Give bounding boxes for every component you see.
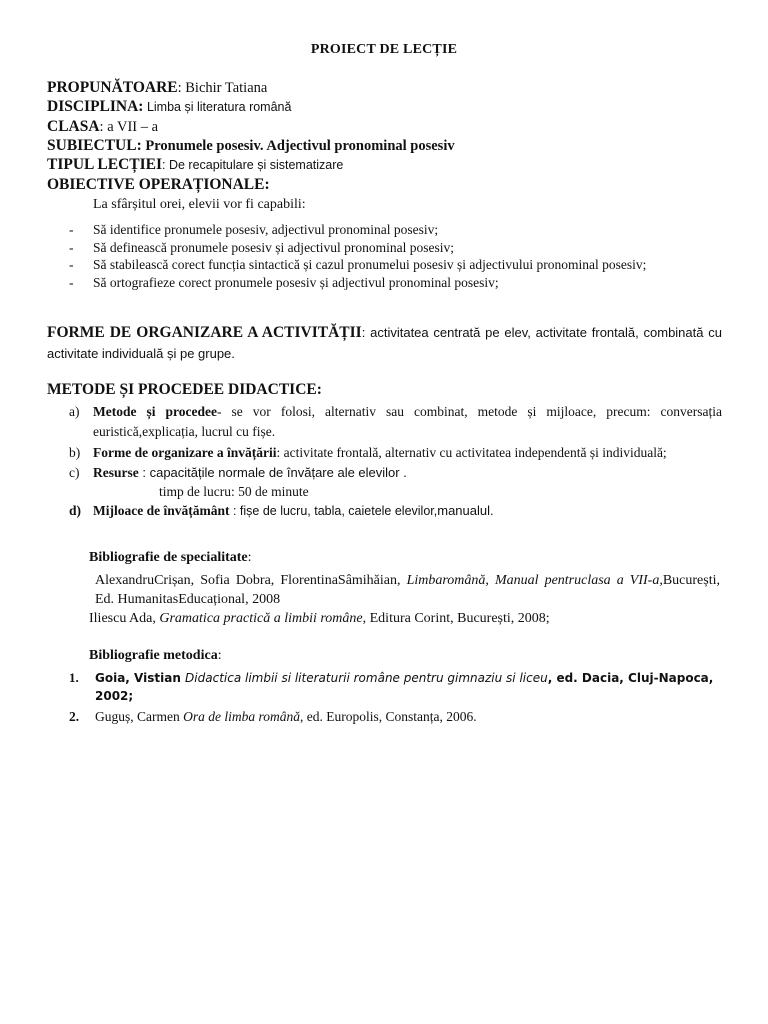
document-title: PROIECT DE LECȚIE [310,42,458,57]
field-tipul [47,156,343,174]
bib-spec-entry-2: Iliescu Ada, Gramatica practică a limbii române, Editura Corint, București, 2008; [89,611,550,626]
field-value: : Bichir Tatiana [177,80,268,96]
bib-spec-entry-1: AlexandruCrișan, Sofia Dobra, FlorentinaSâmihăian, Limbaromână, Manual pentruclasa a VII-a,București, Ed. HumanitasEducațional, 2008 [95,573,720,607]
list-item: c) Resurse : capacitățile normale de învățare ale elevilor . [69,465,407,480]
list-item: b) Forme de organizare a învățării: activitate frontală, alternativ cu activitatea independentă și individuală; [69,445,667,460]
list-item [47,483,722,500]
list-item: - Să stabilească corect funcția sintactică și cazul pronumelui posesiv și adjectivului pronominal posesiv; [69,257,647,272]
field-value: : a VII – a [99,119,159,135]
field-label: SUBIECTUL: [47,137,142,154]
field-label: PROPUNĂTOARE [47,79,178,96]
list-item: 1. Goia, Vistian Didactica limbii si literaturii române pentru gimnaziu si liceu, ed. Dacia, Cluj-Napoca, 2002; [69,670,714,703]
field-clasa [47,118,158,136]
forme-organizare [47,322,722,364]
bib-met-list [69,669,722,728]
list-item: - Să ortografieze corect pronumele posesiv și adjectivul pronominal posesiv; [69,274,499,290]
field-value: Pronumele posesiv. Adjectivul pronominal posesiv [141,138,455,154]
field-label: CLASA [47,118,100,135]
bib-spec-heading: Bibliografie de specialitate: [89,550,252,565]
list-item: 2. Guguș, Carmen Ora de limba română, ed. Europolis, Constanța, 2006. [69,709,477,724]
section-text: : activitatea centrată pe elev, activitate frontală, combinată cu activitate individuală și pe grupe. [47,325,722,361]
field-propunatoare [47,79,267,97]
objectives-list [47,222,722,292]
list-item: a) Metode și procedee- se vor folosi, alternativ sau combinat, metode și mijloace, precum: conversația euristică,explicația, lucrul cu fișe. [69,404,722,439]
list-item: - Să identifice pronumele posesiv, adjectivul pronominal posesiv; [69,222,439,237]
bib-met-heading: Bibliografie metodica: [89,648,222,663]
field-label: DISCIPLINA: [47,98,144,115]
metode-heading: METODE ȘI PROCEDEE DIDACTICE: [47,381,322,398]
metode-list [47,402,722,522]
field-label: OBIECTIVE OPERAȚIONALE: [47,176,270,193]
field-value: Limba și literatura română [143,100,292,114]
timp-de-lucru: timp de lucru: 50 de minute [159,484,309,499]
field-value: : De recapitulare și sistematizare [162,158,344,172]
field-obiective [47,176,270,194]
objectives-intro: La sfârșitul orei, elevii vor fi capabili: [93,197,306,212]
section-heading: FORME DE ORGANIZARE A ACTIVITĂȚII [47,324,362,341]
field-label: TIPUL LECȚIEI [47,156,163,173]
list-item: d) Mijloace de învățământ : fișe de lucru, tabla, caietele elevilor,manualul. [69,503,494,518]
field-subiectul [47,137,455,155]
list-item: - Să definească pronumele posesiv și adjectivul pronominal posesiv; [69,239,455,255]
field-disciplina [47,98,291,116]
